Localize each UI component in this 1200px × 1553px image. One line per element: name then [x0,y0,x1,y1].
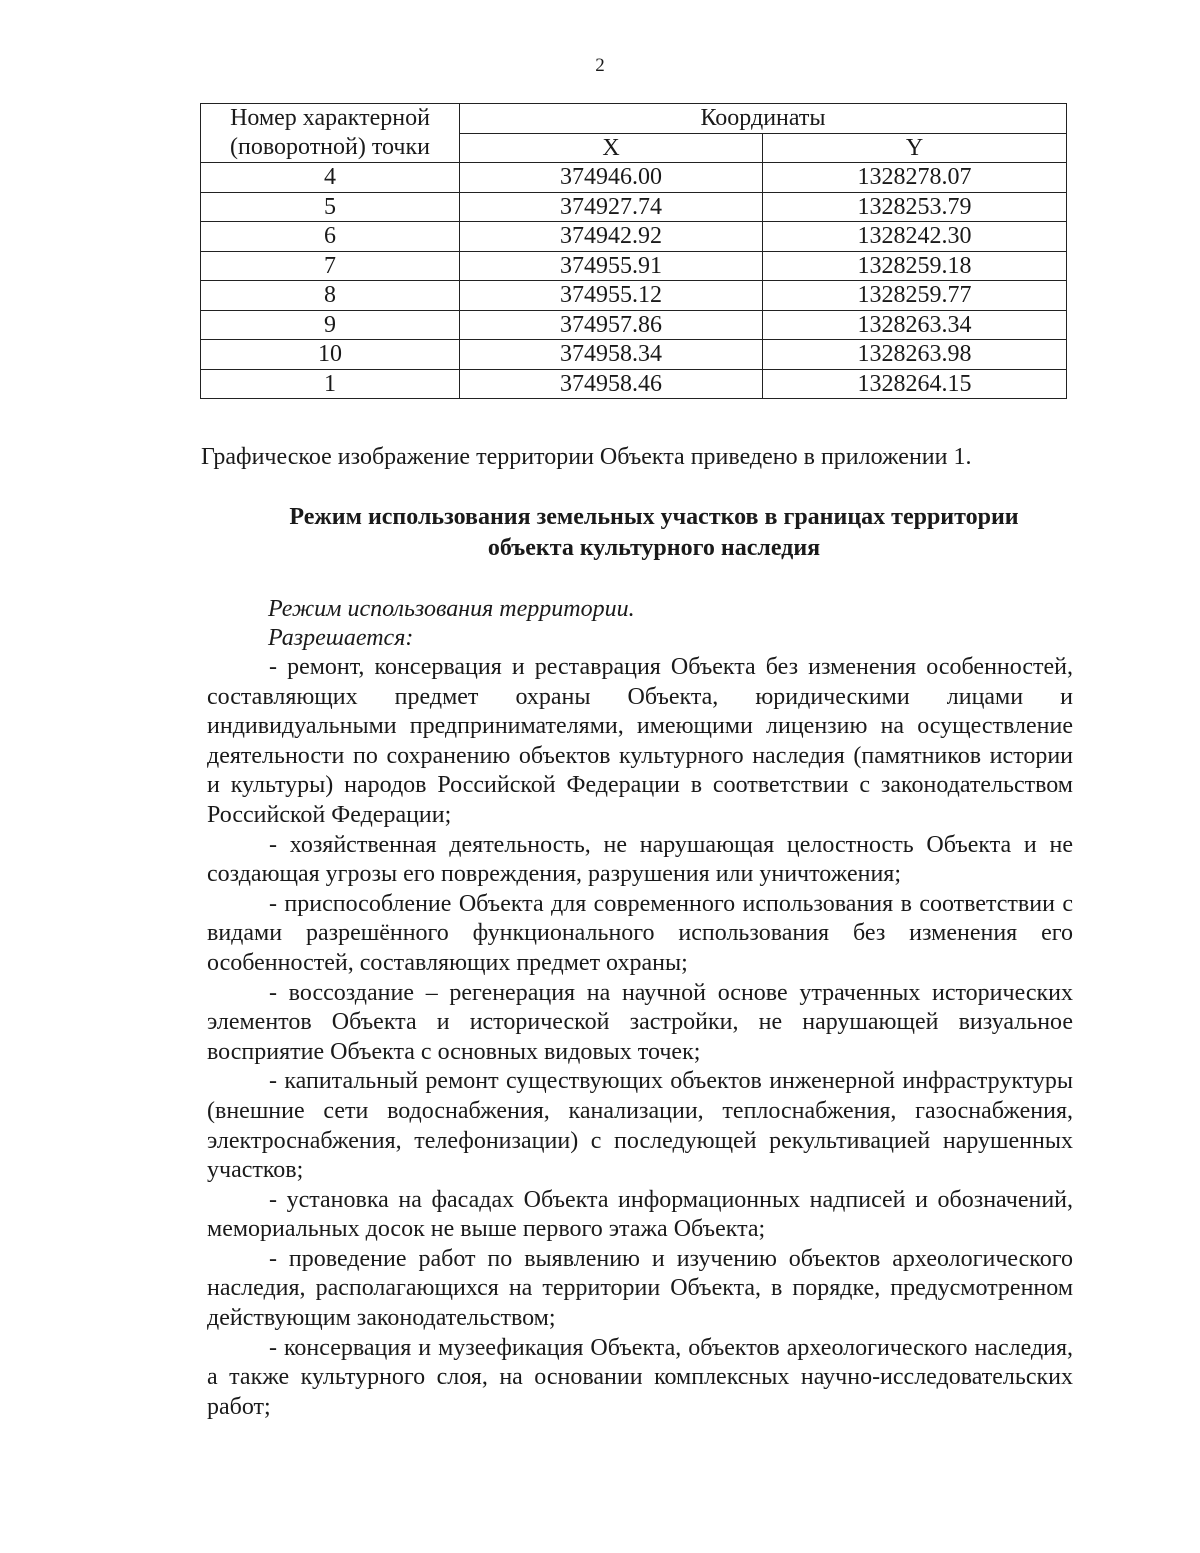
list-item: - воссоздание – регенерация на научной основе утраченных исторических элементов Объекта и исторической застройки, не нарушающей визуальное восприятие Объекта с основных видовых точек; [207,979,1073,1065]
cell-y: 1328259.77 [763,281,1067,311]
header-point-number [201,104,460,163]
cell-x: 374946.00 [460,163,763,193]
table-row [201,369,1067,399]
cell-point: 9 [201,310,460,340]
cell-x: 374958.34 [460,340,763,370]
header-y: Y [763,133,1067,163]
cell-y: 1328259.18 [763,251,1067,281]
cell-y: 1328264.15 [763,369,1067,399]
allowed-list [207,653,1073,1422]
section-title [210,502,1098,564]
header-coordinates: Координаты [460,104,1067,134]
cell-y: 1328253.79 [763,192,1067,222]
table-row [201,192,1067,222]
cell-point: 7 [201,251,460,281]
cell-y: 1328242.30 [763,222,1067,252]
cell-x: 374955.91 [460,251,763,281]
table-row [201,251,1067,281]
cell-y: 1328263.34 [763,310,1067,340]
allowed-label: Разрешается: [268,625,414,651]
cell-point: 10 [201,340,460,370]
list-item: - приспособление Объекта для современного использования в соответствии с видами разрешённого функционального использования без изменения его особенностей, составляющих предмет охраны; [207,890,1073,976]
cell-point: 4 [201,163,460,193]
cell-point: 6 [201,222,460,252]
list-item: - проведение работ по выявлению и изучению объектов археологического наследия, располагающихся на территории Объекта, в порядке, предусмотренном действующим законодательством; [207,1245,1073,1332]
table-row [201,310,1067,340]
list-item: - капитальный ремонт существующих объектов инженерной инфраструктуры (внешние сети водоснабжения, канализации, теплоснабжения, газоснабжения, электроснабжения, телефонизации) с последующей рекультивацией нарушенных участков; [207,1068,1073,1184]
cell-x: 374942.92 [460,222,763,252]
cell-x: 374957.86 [460,310,763,340]
header-x: X [460,133,763,163]
mode-label: Режим использования территории. [268,596,635,622]
page-number: 2 [595,55,605,76]
table-row [201,222,1067,252]
cell-point: 1 [201,369,460,399]
header-point-line2: (поворотной) точки [230,134,430,160]
coordinates-table [200,103,1067,399]
cell-x: 374958.46 [460,369,763,399]
list-item: - установка на фасадах Объекта информационных надписей и обозначений, мемориальных досок не выше первого этажа Объекта; [207,1186,1073,1243]
table-row [201,340,1067,370]
graphic-note: Графическое изображение территории Объекта приведено в приложении 1. [201,444,972,470]
cell-y: 1328278.07 [763,163,1067,193]
header-point-line1: Номер характерной [230,105,430,131]
list-item: - хозяйственная деятельность, не нарушающая целостность Объекта и не создающая угрозы его повреждения, разрушения или уничтожения; [207,831,1073,888]
cell-point: 8 [201,281,460,311]
cell-x: 374927.74 [460,192,763,222]
table-row [201,163,1067,193]
section-title-line2: объекта культурного наследия [487,535,821,561]
cell-y: 1328263.98 [763,340,1067,370]
cell-point: 5 [201,192,460,222]
list-item: - консервация и музеефикация Объекта, объектов археологического наследия, а также культурного слоя, на основании комплексных научно-исследовательских работ; [207,1334,1073,1420]
section-title-line1: Режим использования земельных участков в границах территории [289,504,1019,530]
cell-x: 374955.12 [460,281,763,311]
table-row [201,281,1067,311]
list-item: - ремонт, консервация и реставрация Объекта без изменения особенностей, составляющих предмет охраны Объекта, юридическими лицами и индивидуальными предпринимателями, имеющими лицензию на осуществление деятельности по сохранению объектов культурного наследия (памятников истории и культуры) народов Российской Федерации в соответствии с законодательством Российской Федерации; [207,654,1073,828]
